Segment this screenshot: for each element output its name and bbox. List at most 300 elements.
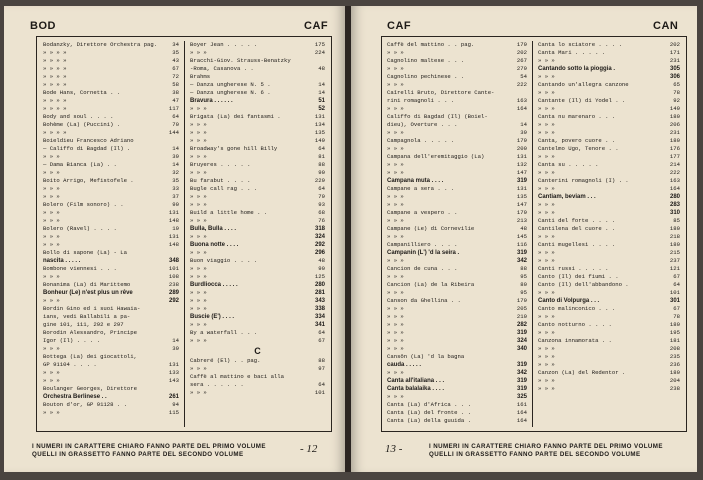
index-entry [190,137,325,145]
entry-page: 343 [314,298,325,304]
index-entry [190,193,325,201]
entry-title: — Dama Bianca (La) . . [43,161,117,168]
index-entry [387,289,527,297]
entry-title: » » » [43,369,60,376]
index-entry [190,201,325,209]
entry-page: 72 [172,73,179,80]
entry-title: Cabreré (El) . . pag. [190,357,261,364]
entry-page: 117 [168,105,179,112]
entry-page: 54 [520,73,527,80]
entry-page: 195 [669,329,680,336]
entry-title: -Roma, Casanova . . [190,65,254,72]
entry-page: 14 [318,89,325,96]
entry-page: 161 [516,401,527,408]
left-header-right: CAF [304,20,329,32]
index-entry [43,305,179,313]
entry-page: 67 [673,305,680,312]
entry-page: 92 [673,97,680,104]
entry-page [157,321,179,329]
index-entry [387,369,527,377]
entry-page: 81 [318,153,325,160]
entry-page: 135 [314,129,325,136]
entry-title: » » » [538,249,555,256]
entry-page: 301 [669,298,680,304]
entry-page: 208 [669,345,680,352]
index-entry [538,249,680,257]
index-entry [43,65,179,73]
index-entry [538,225,680,233]
entry-page: 338 [314,306,325,312]
entry-page: 222 [516,81,527,88]
index-entry [387,113,527,121]
entry-page: 94 [172,401,179,408]
entry-title: » » » [538,257,555,264]
left-header-left: BOD [30,20,56,32]
entry-page: 64 [172,113,179,120]
entry-page: 319 [516,378,527,384]
entry-page: 32 [172,169,179,176]
entry-title: » » » [43,217,60,224]
index-entry [43,409,179,417]
entry-title: » » » [190,121,207,128]
entry-page: 95 [520,273,527,280]
index-entry [538,73,680,81]
entry-page: 64 [318,185,325,192]
entry-title: » » » [387,193,404,200]
index-entry [387,345,527,353]
entry-title: Campana dell'eremitaggio (La) [387,153,485,160]
entry-page: 108 [168,273,179,280]
entry-page: 116 [516,241,527,248]
entry-title: » » » [538,169,555,176]
index-entry [387,273,527,281]
index-entry [190,381,325,389]
entry-title: » » » [387,161,404,168]
entry-title: Bohème (La) (Puccini) . [43,121,121,128]
entry-title: » » » [190,289,207,296]
entry-title: » » » [190,321,207,328]
entry-title: Bulla, Bulla . . . . [190,226,237,232]
right-column-2 [538,41,680,427]
entry-page: 340 [516,346,527,352]
index-entry [43,385,179,393]
entry-page: 324 [314,234,325,240]
entry-title: » » » [387,169,404,176]
entry-title: ians, vedi Ballabili a pa- [43,313,131,320]
index-entry [43,81,179,89]
entry-title: cauda . . . . . [387,362,422,368]
entry-title: » » » » [43,49,67,56]
entry-page: 33 [172,185,179,192]
entry-page: 51 [318,98,325,104]
entry-title: » » » [190,217,207,224]
index-entry [538,369,680,377]
entry-title: Boyer Jean . . . . . [190,41,258,48]
right-page-number: 13 - [385,443,403,455]
index-entry [538,201,680,209]
index-entry [190,121,325,129]
index-entry [387,217,527,225]
index-entry [190,373,325,381]
index-entry [43,321,179,329]
entry-page [157,305,179,313]
entry-title: » » » [538,289,555,296]
index-entry [43,41,179,49]
index-entry [190,105,325,113]
entry-page [303,57,325,65]
entry-title: » » » [43,209,60,216]
index-entry [43,377,179,385]
entry-title: Cantiam, beviam . . . [538,194,596,200]
entry-title: » » » [387,289,404,296]
index-entry [190,145,325,153]
entry-title: Canta su . . . . . [538,161,599,168]
entry-page: 131 [168,209,179,216]
index-entry [387,361,527,369]
entry-page: 125 [314,273,325,280]
entry-title: » » » » [43,65,67,72]
index-entry [43,297,179,305]
index-entry [538,185,680,193]
entry-title: Cantante (Il) di Yodel . . [538,97,626,104]
index-entry [538,337,680,345]
entry-page: 143 [168,377,179,384]
entry-page: 144 [168,129,179,136]
entry-page: 202 [669,41,680,48]
entry-page: 90 [172,201,179,208]
index-entry [538,321,680,329]
entry-page: 325 [516,394,527,400]
entry-title: Boulanger Georges, Direttore [43,385,137,392]
entry-title: Orchestra Berlinese . . [43,394,107,400]
entry-title: Canta nu marenaro . . . [538,113,616,120]
index-entry [387,249,527,257]
index-entry [190,113,325,121]
entry-page: 70 [172,121,179,128]
entry-page: 206 [669,121,680,128]
entry-title: GP 91104 . . . . [43,361,97,368]
entry-title: » » » [190,249,207,256]
entry-title: Body and soul . . . . [43,113,114,120]
index-entry [190,297,325,305]
left-index-frame [36,36,332,432]
entry-title: » » » [387,337,404,344]
entry-title: Canti mugellesi . . . . [538,241,616,248]
index-entry [190,321,325,329]
index-entry [190,97,325,105]
entry-page: 78 [673,89,680,96]
index-entry [190,357,325,365]
index-entry [538,137,680,145]
entry-page [505,89,527,97]
entry-page: 76 [318,217,325,224]
entry-page: 35 [172,177,179,184]
index-entry [387,209,527,217]
index-entry [538,161,680,169]
entry-title: » » » [387,257,404,264]
entry-page: 319 [516,362,527,368]
entry-title: » » » [387,129,404,136]
index-entry [538,385,680,393]
entry-page: 65 [673,81,680,88]
index-entry [387,105,527,113]
entry-title: » » » [538,313,555,320]
entry-page: 133 [168,369,179,376]
entry-title: Cansôn (La) 'd la bagna [387,353,465,360]
index-entry [43,73,179,81]
entry-page: 261 [168,394,179,400]
entry-page: 231 [669,129,680,136]
left-column-1 [43,41,179,427]
entry-title: » » » [43,169,60,176]
index-entry [538,81,680,89]
index-entry [538,281,680,289]
index-entry [387,401,527,409]
index-entry [538,353,680,361]
index-entry [538,377,680,385]
index-entry [43,177,179,185]
entry-page: 101 [669,289,680,296]
index-entry [538,49,680,57]
index-entry [190,153,325,161]
entry-page: 296 [314,250,325,256]
entry-page [157,329,179,337]
entry-title: » » » [43,297,60,304]
entry-title: » » » [190,201,207,208]
entry-page: 319 [516,386,527,392]
entry-page: 236 [669,361,680,368]
entry-title: Campane a sera . . . [387,185,455,192]
index-entry [43,249,179,257]
index-entry [43,89,179,97]
entry-page: 341 [314,322,325,328]
entry-title: » » » » [43,105,67,112]
entry-title: Califfo di Bagdad (Il) (Boiel- [387,113,488,120]
index-entry [538,217,680,225]
entry-title: » » » » [43,129,67,136]
index-entry [190,329,325,337]
entry-title: Caffè del mattino . . pag. [387,41,475,48]
entry-title: Boieldieu Francesco Adriano [43,137,134,144]
entry-title: » » » [190,273,207,280]
index-entry [387,41,527,49]
entry-title: » » » [190,365,207,372]
index-entry [43,361,179,369]
index-entry [190,41,325,49]
entry-page: 14 [172,145,179,152]
entry-title: Canti del forte . . . . [538,217,616,224]
index-entry [190,313,325,321]
entry-page: 67 [673,273,680,280]
entry-page: 131 [168,361,179,368]
entry-page: 179 [516,137,527,144]
entry-title: Bravura . . . . . . [190,98,233,104]
entry-title: » » » [387,105,404,112]
entry-title: » » » [190,137,207,144]
index-entry [538,121,680,129]
entry-title: Build a little home . . [190,209,268,216]
entry-title: Bolero (Ravel) . . . . [43,225,117,232]
entry-page: 64 [673,281,680,288]
entry-page: 67 [172,65,179,72]
entry-page: 267 [516,57,527,64]
entry-page: 214 [669,161,680,168]
entry-title: » » » [387,233,404,240]
entry-page: 280 [669,194,680,200]
left-footer-note [32,443,266,459]
entry-title: » » » [387,65,404,72]
entry-title: Bonanima (La) di Marittemo [43,281,131,288]
entry-page: 179 [516,209,527,216]
entry-title: Canta, povero cuore . . [538,137,616,144]
entry-page: 238 [669,385,680,392]
entry-title: Buscie (E') . . . . [190,314,235,320]
entry-page: 180 [669,321,680,328]
entry-page: 149 [669,105,680,112]
entry-title: » » » [538,329,555,336]
entry-title: Brahms [190,73,211,80]
entry-page: 101 [314,389,325,396]
entry-title: Igor (Il) . . . . [43,337,101,344]
index-entry [538,57,680,65]
entry-title: Canto (Il) dell'abbandono . [538,281,629,288]
index-entry [538,361,680,369]
index-entry [387,153,527,161]
entry-title: » » » [538,73,555,80]
entry-title: Bode Hans, Cornetta . . [43,89,121,96]
index-entry [387,225,527,233]
entry-page: 179 [516,297,527,304]
entry-title: » » » [43,273,60,280]
entry-page: 342 [516,370,527,376]
entry-title: » » » [538,345,555,352]
entry-page: 52 [318,106,325,112]
entry-page: 149 [314,137,325,144]
entry-page: 68 [318,209,325,216]
entry-page: 342 [516,258,527,264]
index-entry [43,113,179,121]
index-entry [43,185,179,193]
entry-page: 131 [516,185,527,192]
index-entry [43,337,179,345]
entry-title: nascita . . . . . [43,258,81,264]
entry-page: 229 [314,177,325,184]
column-divider [184,41,185,427]
entry-title: Bonheur (Le) n'est plus un rêve [43,290,133,296]
entry-title: Canta Mari . . . . . [538,49,606,56]
index-entry [190,209,325,217]
index-entry [190,49,325,57]
index-entry [387,417,527,425]
entry-page: 35 [172,49,179,56]
entry-page: 147 [516,201,527,208]
index-entry [538,273,680,281]
entry-title: » » » [190,49,207,56]
entry-title: Campana muta . . . . [387,178,444,184]
column-divider [532,41,533,427]
index-entry [190,217,325,225]
entry-page: 334 [314,314,325,320]
index-entry [43,217,179,225]
index-entry [538,145,680,153]
index-entry [190,257,325,265]
entry-page: 93 [318,201,325,208]
entry-page: 64 [318,381,325,388]
index-entry [43,353,179,361]
entry-title: gine 101, 111, 292 e 297 [43,321,124,328]
index-entry [190,177,325,185]
index-entry [190,249,325,257]
entry-title: » » » [538,185,555,192]
entry-title: Bugle call rag . . . [190,185,258,192]
entry-page: 97 [318,365,325,372]
entry-title: » » » [387,201,404,208]
index-entry [387,65,527,73]
entry-page: 58 [172,81,179,88]
index-entry [387,385,527,393]
entry-page: 48 [520,225,527,232]
index-entry [43,97,179,105]
entry-title: » » » [387,305,404,312]
index-entry [43,225,179,233]
index-entry [538,233,680,241]
entry-page: 48 [318,257,325,264]
entry-page: 205 [516,305,527,312]
index-entry [538,265,680,273]
index-entry [43,49,179,57]
index-entry [43,241,179,249]
entry-page: 204 [669,377,680,384]
index-entry [538,153,680,161]
index-entry [387,353,527,361]
entry-page: 121 [669,265,680,272]
entry-page: 306 [669,74,680,80]
entry-title: » » » [43,345,60,352]
entry-title: » » » [43,409,60,416]
index-entry [538,313,680,321]
entry-title: Cancion (La) de la Ribeira [387,281,475,288]
index-entry [190,365,325,373]
footer-line: QUELLI IN GRASSETTO FANNO PARTE DEL SECONDO VOLUME [32,451,244,458]
entry-page: 164 [516,105,527,112]
index-entry [43,233,179,241]
entry-title: » » » [538,377,555,384]
entry-page: 292 [168,298,179,304]
entry-title: Canto (Il) dei fiumi . . [538,273,619,280]
index-entry [43,193,179,201]
entry-title: » » » » [43,97,67,104]
entry-title: » » » [190,297,207,304]
index-entry [387,97,527,105]
index-entry [387,89,527,97]
index-entry [387,393,527,401]
index-entry [43,169,179,177]
index-entry [538,169,680,177]
entry-title: » » » [538,361,555,368]
entry-title: dieu), Overture . . . [387,121,458,128]
index-entry [190,337,325,345]
entry-page: 218 [669,233,680,240]
entry-page: 281 [314,290,325,296]
index-entry [43,289,179,297]
entry-title: Canto malinconico . . . [538,305,616,312]
entry-title: » » » [538,201,555,208]
entry-title: » » » [190,337,207,344]
entry-title: Campanin (L') 'd la seira . [387,250,460,256]
entry-title: » » » [538,105,555,112]
index-entry [387,145,527,153]
left-page-number: - 12 [300,443,318,455]
